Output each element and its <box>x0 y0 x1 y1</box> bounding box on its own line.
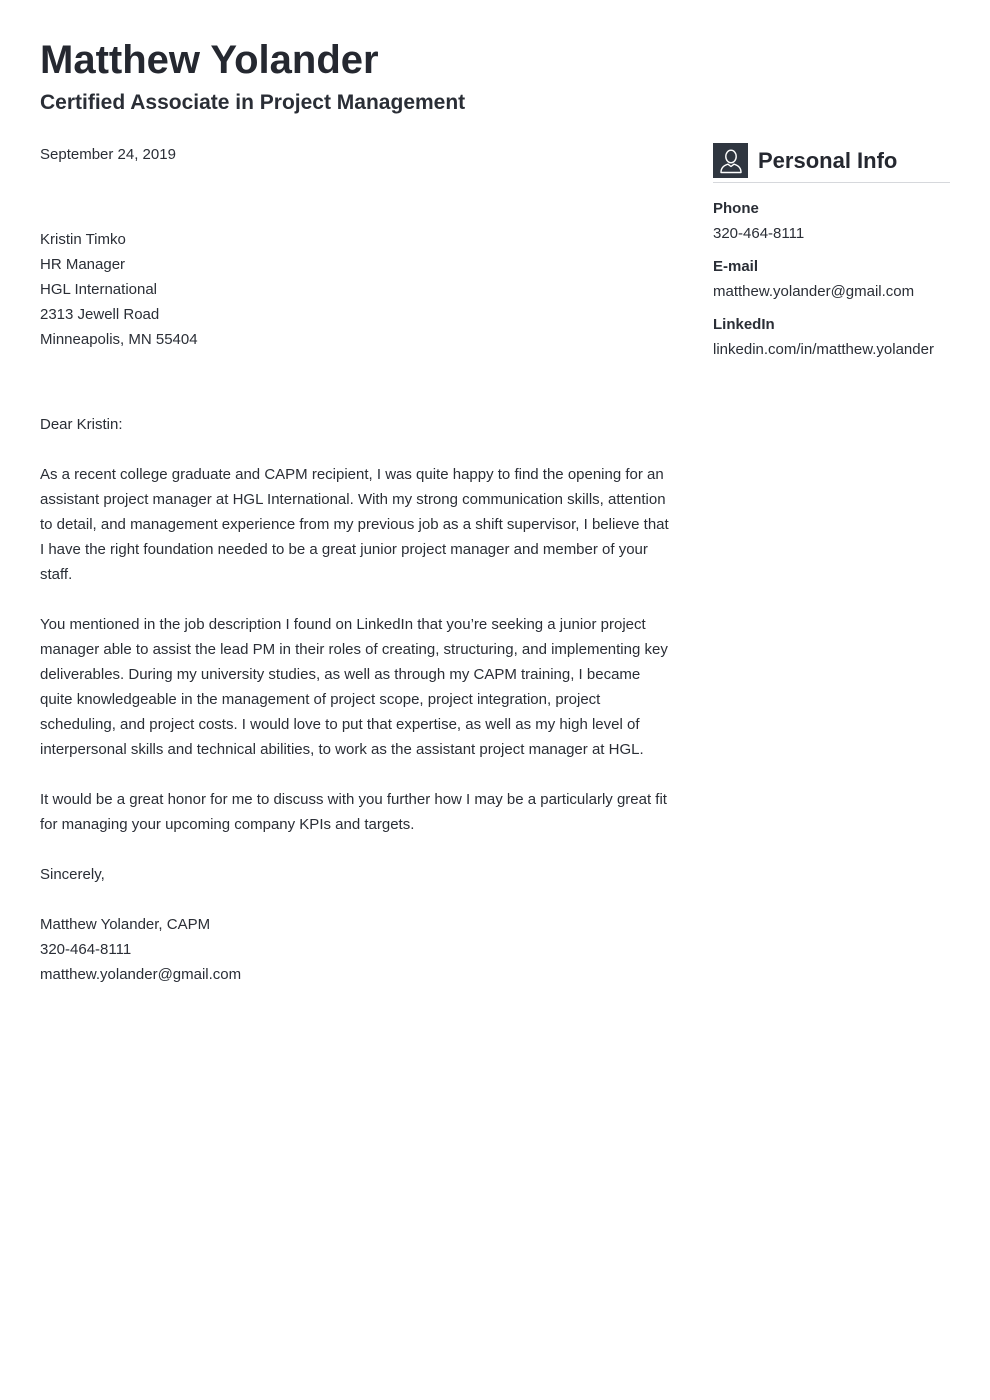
applicant-title: Certified Associate in Project Management <box>40 91 466 114</box>
info-label: Phone <box>713 200 759 217</box>
info-label: LinkedIn <box>713 316 775 333</box>
email-value: matthew.yolander@gmail.com <box>713 283 915 300</box>
paragraph-conclusion: It would be a great honor for me to discuss with you further how I may be a particularly great fit for managing your upcoming company KPIs and targets. <box>40 791 667 833</box>
info-linkedin <box>713 312 950 362</box>
applicant-name: Matthew Yolander <box>40 38 379 82</box>
recipient-company: HGL International <box>40 281 158 298</box>
personal-info-sidebar <box>713 143 950 362</box>
phone-value: 320-464-8111 <box>713 225 805 242</box>
signature-email: matthew.yolander@gmail.com <box>40 966 242 983</box>
linkedin-value: linkedin.com/in/matthew.yolander <box>713 341 934 358</box>
info-phone <box>713 196 950 246</box>
recipient-block <box>40 227 672 352</box>
personal-info-title: Personal Info <box>758 148 898 173</box>
recipient-city: Minneapolis, MN 55404 <box>40 331 198 348</box>
info-email <box>713 254 950 304</box>
personal-info-header <box>713 143 950 183</box>
person-icon <box>713 143 748 178</box>
info-label: E-mail <box>713 258 759 275</box>
salutation: Dear Kristin: <box>40 416 123 433</box>
recipient-position: HR Manager <box>40 256 126 273</box>
closing: Sincerely, <box>40 866 105 883</box>
signature-block <box>40 912 672 987</box>
paragraph-intro: As a recent college graduate and CAPM recipient, I was quite happy to find the opening for an assistant project manager at HGL International. With my strong communication skills, attention to detail, and management experience from my previous job as a shift supervisor, I believe that I have the right foundation needed to be a great junior project manager and member of your staff. <box>40 466 669 583</box>
letter-body <box>40 142 672 987</box>
recipient-name: Kristin Timko <box>40 231 126 248</box>
signature-name: Matthew Yolander, CAPM <box>40 916 211 933</box>
letter-date: September 24, 2019 <box>40 146 176 163</box>
recipient-street: 2313 Jewell Road <box>40 306 160 323</box>
paragraph-body: You mentioned in the job description I found on LinkedIn that you’re seeking a junior project manager able to assist the lead PM in their roles of creating, structuring, and implementing key deliverables. During my university studies, as well as through my CAPM training, I became quite knowledgeable in the management of project scope, project integration, project scheduling, and project costs. I would love to put that expertise, as well as my high level of interpersonal skills and technical abilities, to work as the assistant project manager at HGL. <box>40 616 668 758</box>
signature-phone: 320-464-8111 <box>40 941 132 958</box>
